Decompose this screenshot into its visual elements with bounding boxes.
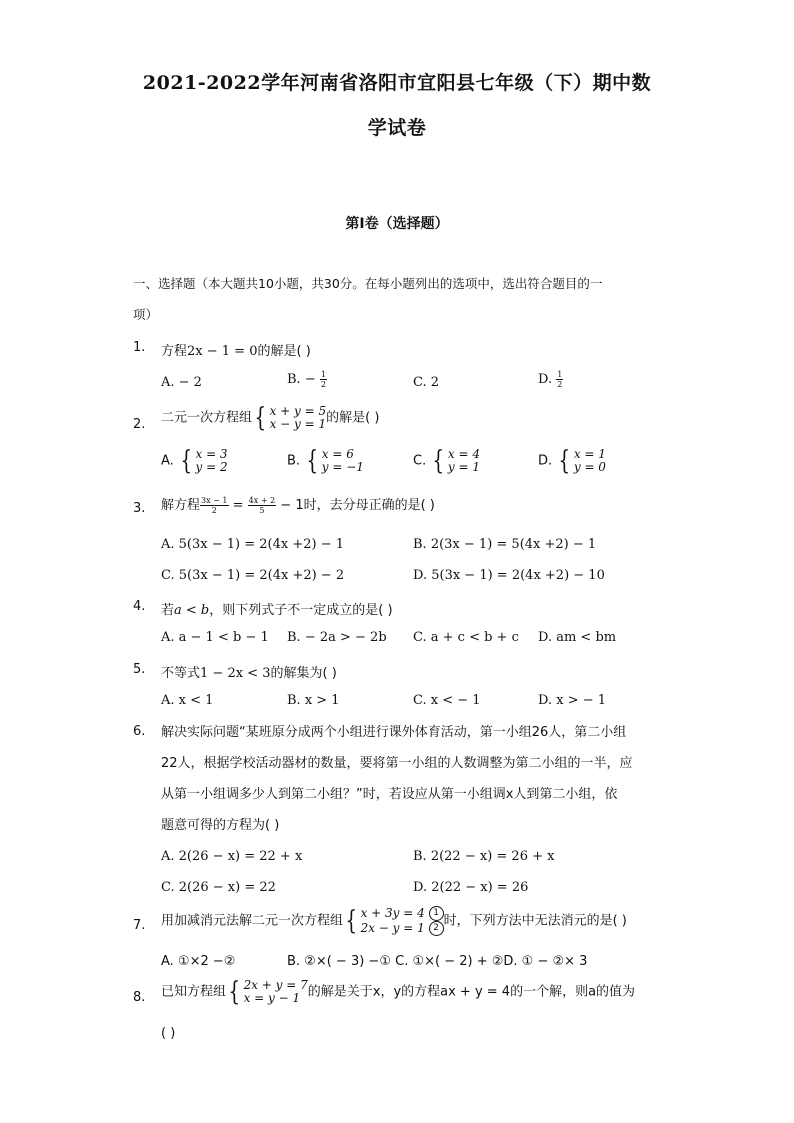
system-row: x = 6 <box>321 447 354 461</box>
option-a[interactable]: A. ①×2 −② <box>161 954 236 969</box>
fraction-denominator: 2 <box>557 380 563 389</box>
option-d[interactable]: D. { x = 1 y = 0 <box>538 446 606 476</box>
stem-text: 已知方程组 <box>161 984 227 1000</box>
answer-blank: ( ) <box>161 1026 176 1041</box>
option-b[interactable]: B. x > 1 <box>287 693 340 708</box>
option-c[interactable]: C. a + c < b + c <box>413 630 519 645</box>
option-b[interactable]: B. { x = 6 y = −1 <box>287 446 364 476</box>
option-label: B. <box>287 453 301 469</box>
stem-text: 解方程 <box>161 498 201 513</box>
question-stem <box>161 717 661 841</box>
stem-text: 二元一次方程组 <box>161 410 253 426</box>
stem-text: 的解是( ) <box>326 410 380 426</box>
stem-text: − 1时，去分母正确的是( ) <box>276 498 435 513</box>
option-c[interactable]: C. 5(3x − 1) = 2(4x +2) − 2 <box>161 568 345 583</box>
stem-text: 的解是( ) <box>257 344 311 359</box>
option-label: B. − <box>287 372 320 387</box>
option-d[interactable]: D. 5(3x − 1) = 2(4x +2) − 10 <box>413 568 605 583</box>
equation-system: { 2x + y = 7 x = y − 1 <box>228 977 308 1007</box>
option-d[interactable]: D. 2(22 − x) = 26 <box>413 880 529 895</box>
stem-text: ，则下列式子不一定成立的是( ) <box>209 603 393 618</box>
stem-line: 22人，根据学校活动器材的数量，要将第一小组的人数调整为第二小组的一半，应 <box>161 756 633 771</box>
option-a[interactable]: A. − 2 <box>161 375 202 390</box>
part-instructions <box>133 268 673 330</box>
fraction-denominator: 5 <box>259 506 265 515</box>
stem-line: 解决实际问题“某班原分成两个小组进行课外体育活动，第一小组26人，第二小组 <box>161 725 627 740</box>
option-b[interactable]: B. − 2a > − 2b <box>287 630 387 645</box>
question-stem <box>161 405 379 431</box>
equals-sign: = <box>228 498 248 513</box>
stem-equation: 1 − 2x < 3 <box>200 666 271 681</box>
part-instructions-line1: 一、选择题（本大题共10小题，共30分。在每小题列出的选项中，选出符合题目的一 <box>133 276 603 291</box>
option-c[interactable]: C. { x = 4 y = 1 <box>413 446 481 476</box>
question-number: 7. <box>133 918 146 933</box>
fraction-numerator: 1 <box>320 370 326 379</box>
option-a[interactable]: A. x < 1 <box>161 693 214 708</box>
option-d[interactable] <box>538 370 563 389</box>
equation-system: { x + 3y = 4 1 2x − y = 1 2 <box>343 906 444 936</box>
fraction-numerator: 4x + 2 <box>248 496 276 505</box>
option-c[interactable]: C. x < − 1 <box>413 693 481 708</box>
fraction-denominator: 2 <box>211 506 217 515</box>
option-c[interactable]: C. 2(26 − x) = 22 <box>161 880 276 895</box>
option-d[interactable]: D. x > − 1 <box>538 693 607 708</box>
stem-text: 的解集为( ) <box>270 666 337 681</box>
stem-text: 不等式 <box>161 666 201 681</box>
circled-number: 1 <box>429 906 444 921</box>
system-row: x − y = 1 <box>269 417 327 431</box>
system-row: x = y − 1 <box>243 991 301 1005</box>
stem-text: 时，下列方法中无法消元的是( ) <box>443 913 627 929</box>
option-b[interactable] <box>287 370 327 389</box>
option-label: C. <box>413 453 427 469</box>
stem-text: 的解是关于x，y的方程ax + y = 4的一个解，则a的值为 <box>307 984 636 1000</box>
stem-text: 用加减消元法解二元一次方程组 <box>161 913 344 929</box>
question-number: 5. <box>133 662 146 677</box>
stem-line: 从第一小组调多少人到第二小组？”时，若设应从第一小组调x人到第二小组，依 <box>161 787 618 802</box>
option-a[interactable]: A. 5(3x − 1) = 2(4x +2) − 1 <box>161 537 344 552</box>
equation-system: { x + y = 5 x − y = 1 <box>254 403 327 433</box>
system-row <box>361 906 444 921</box>
option-a[interactable]: A. a − 1 < b − 1 <box>161 630 269 645</box>
part-instructions-line2: 项） <box>133 307 159 322</box>
fraction-denominator: 2 <box>320 380 326 389</box>
option-b-c-d[interactable]: B. ②×( − 3) −① C. ①×( − 2) + ②D. ① − ②× 3 <box>287 954 588 969</box>
stem-line: 题意可得的方程为( ) <box>161 818 280 833</box>
option-label: D. <box>538 453 553 469</box>
question-number: 4. <box>133 599 146 614</box>
system-row: y = 0 <box>573 460 606 474</box>
stem-text: 若 <box>161 603 175 618</box>
section-heading: 第I卷（选择题） <box>345 216 449 232</box>
fraction-numerator: 3x − 1 <box>201 496 228 505</box>
question-stem <box>161 906 627 936</box>
exam-title-line1: 2021-2022学年河南省洛阳市宜阳县七年级（下）期中数 <box>142 72 652 94</box>
system-row-equation: x + 3y = 4 <box>360 906 425 920</box>
option-label: A. <box>161 453 174 469</box>
system-row: x = 3 <box>195 447 228 461</box>
system-row: y = 2 <box>195 460 228 474</box>
option-label: D. <box>538 372 557 387</box>
circled-number: 2 <box>429 921 444 936</box>
system-row: y = 1 <box>447 460 481 474</box>
system-row: 2x + y = 7 <box>243 978 308 992</box>
question-number: 8. <box>133 990 146 1005</box>
system-row <box>361 921 444 936</box>
option-b[interactable]: B. 2(22 − x) = 26 + x <box>413 849 555 864</box>
question-stem <box>161 662 337 681</box>
question-stem <box>161 599 393 618</box>
option-a[interactable]: A. { x = 3 y = 2 <box>161 446 228 476</box>
system-row: y = −1 <box>321 460 364 474</box>
exam-title-line2: 学试卷 <box>367 117 427 139</box>
stem-equation: 2x − 1 = 0 <box>187 344 258 359</box>
question-number: 6. <box>133 724 146 739</box>
question-stem <box>161 494 435 515</box>
option-d[interactable]: D. am < bm <box>538 630 617 645</box>
system-row: x + y = 5 <box>269 404 327 418</box>
stem-equation: a < b <box>174 603 210 618</box>
system-row-equation: 2x − y = 1 <box>360 921 425 935</box>
option-c[interactable]: C. 2 <box>413 375 440 390</box>
question-number: 1. <box>133 340 146 355</box>
fraction-numerator: 1 <box>557 370 563 379</box>
question-number: 3. <box>133 501 146 516</box>
stem-text: 方程 <box>161 344 188 359</box>
system-row: x = 1 <box>573 447 606 461</box>
system-row: x = 4 <box>447 447 480 461</box>
question-stem <box>161 979 635 1005</box>
option-a[interactable]: A. 2(26 − x) = 22 + x <box>161 849 303 864</box>
question-number: 2. <box>133 417 146 432</box>
question-stem <box>161 340 311 359</box>
option-b[interactable]: B. 2(3x − 1) = 5(4x +2) − 1 <box>413 537 597 552</box>
